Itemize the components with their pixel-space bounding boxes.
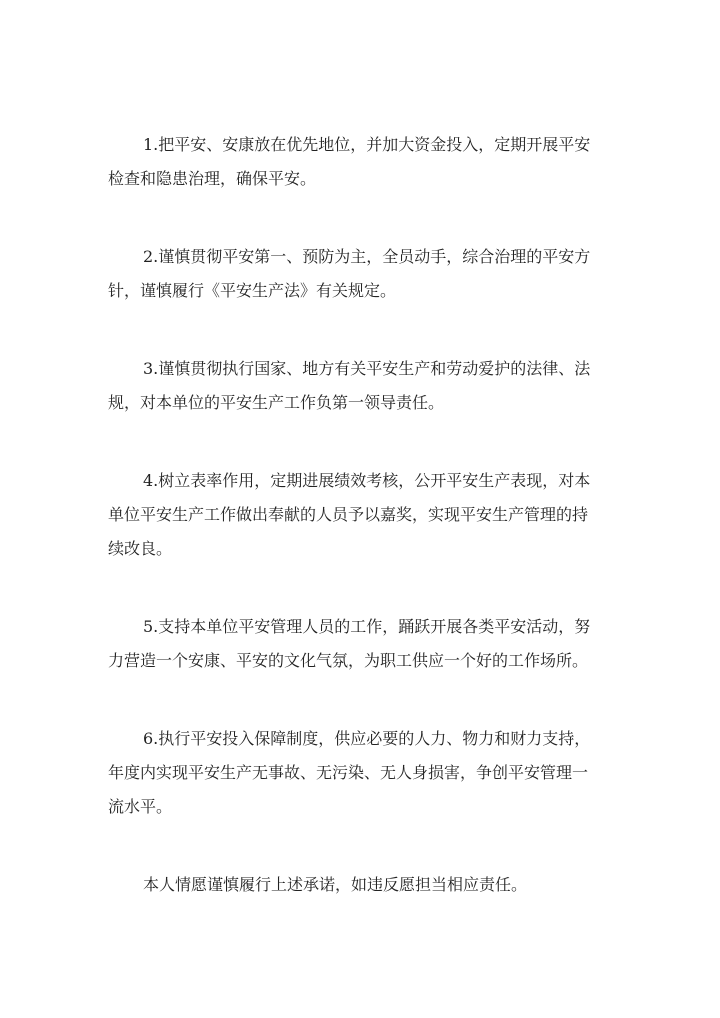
paragraph-line: 2.谨慎贯彻平安第一、预防为主，全员动手，综合治理的平安方: [143, 247, 591, 266]
commitment-item-6: [108, 722, 622, 824]
closing-statement: [108, 868, 622, 902]
paragraph-line: 年度内实现平安生产无事故、无污染、无人身损害，争创平安管理一: [108, 763, 589, 782]
paragraph-line: 6.执行平安投入保障制度，供应必要的人力、物力和财力支持，: [143, 729, 591, 748]
commitment-item-4: [108, 464, 622, 566]
paragraph-line: 1.把平安、安康放在优先地位，并加大资金投入，定期开展平安: [143, 135, 591, 154]
commitment-item-3: [108, 352, 622, 420]
paragraph-line: 本人情愿谨慎履行上述承诺，如违反愿担当相应责任。: [143, 875, 528, 894]
document-body: [108, 128, 622, 902]
paragraph-line: 流水平。: [108, 797, 173, 816]
paragraph-line: 检查和隐患治理，确保平安。: [108, 169, 317, 188]
commitment-item-2: [108, 240, 622, 308]
paragraph-line: 4.树立表率作用，定期进展绩效考核，公开平安生产表现，对本: [143, 471, 591, 490]
paragraph-line: 3.谨慎贯彻执行国家、地方有关平安生产和劳动爱护的法律、法: [143, 359, 591, 378]
paragraph-line: 续改良。: [108, 539, 173, 558]
paragraph-line: 5.支持本单位平安管理人员的工作，踊跃开展各类平安活动，努: [143, 617, 591, 636]
commitment-item-5: [108, 610, 622, 678]
commitment-item-1: [108, 128, 622, 196]
paragraph-line: 针，谨慎履行《平安生产法》有关规定。: [108, 281, 397, 300]
paragraph-line: 规，对本单位的平安生产工作负第一领导责任。: [108, 393, 445, 412]
paragraph-line: 力营造一个安康、平安的文化气氛，为职工供应一个好的工作场所。: [108, 651, 589, 670]
paragraph-line: 单位平安生产工作做出奉献的人员予以嘉奖，实现平安生产管理的持: [108, 505, 589, 524]
